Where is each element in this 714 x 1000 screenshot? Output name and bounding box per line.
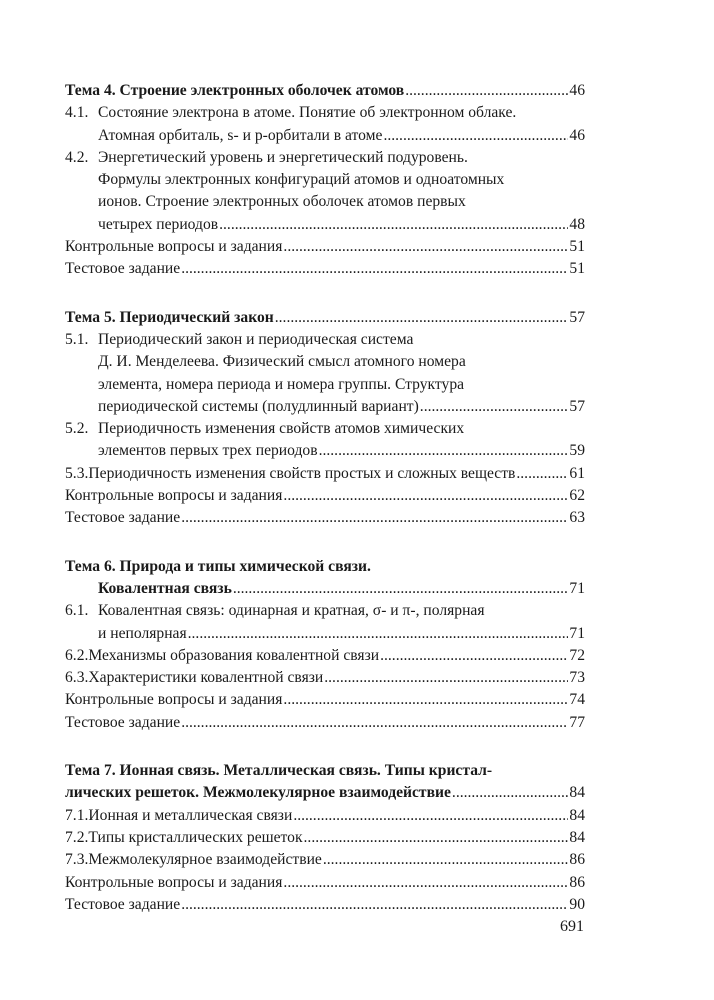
- page-ref: 62: [569, 487, 585, 505]
- dot-leader: [516, 463, 568, 485]
- page-ref: 61: [569, 464, 585, 482]
- dot-leader: [405, 80, 568, 102]
- entry-number: 6.1.: [65, 602, 89, 620]
- page-ref: 72: [569, 646, 585, 664]
- dot-leader: [283, 689, 568, 711]
- entry-text-line: Межмолекулярное взаимодействие: [88, 851, 322, 869]
- toc-entry-test[interactable]: [65, 894, 585, 916]
- entry-text-line: Периодический закон и периодическая система: [98, 330, 414, 348]
- entry-number: 4.1.: [65, 104, 89, 122]
- toc-entry-questions[interactable]: [65, 236, 585, 258]
- page-ref: 77: [569, 713, 585, 731]
- dot-leader: [181, 712, 568, 734]
- dot-leader: [219, 214, 568, 236]
- entry-text-line: Периодичность изменения свойств атомов химических: [98, 420, 465, 438]
- toc-entry-questions[interactable]: [65, 485, 585, 507]
- page-ref: 51: [569, 238, 585, 256]
- toc-topic-heading[interactable]: [65, 80, 585, 102]
- entry-text-line: Периодичность изменения свойств простых и сложных веществ: [88, 464, 516, 482]
- entry-number: 5.1.: [65, 330, 89, 348]
- toc-entry-5-1[interactable]: [65, 329, 585, 418]
- toc-entry-test[interactable]: [65, 258, 585, 280]
- entry-text-line: Типы кристаллических решеток: [88, 828, 303, 846]
- dot-leader: [383, 125, 568, 147]
- toc-section-topic-7: [65, 760, 585, 916]
- entry-number: 5.3.: [65, 464, 89, 482]
- page-ref: 84: [569, 806, 585, 824]
- entry-text-line: Контрольные вопросы и задания: [65, 691, 283, 709]
- entry-text-line: Контрольные вопросы и задания: [65, 873, 283, 891]
- toc-entry-7-1[interactable]: [65, 805, 585, 827]
- toc-entry-test[interactable]: [65, 712, 585, 734]
- toc-topic-heading[interactable]: [65, 760, 585, 805]
- toc-entry-test[interactable]: [65, 507, 585, 529]
- page-ref: 90: [569, 895, 585, 913]
- entry-text-line: и неполярная: [98, 624, 187, 642]
- dot-leader: [304, 827, 569, 849]
- dot-leader: [188, 623, 569, 645]
- page-ref: 74: [569, 691, 585, 709]
- toc-entry-7-2[interactable]: [65, 827, 585, 849]
- entry-number: 6.2.: [65, 646, 89, 664]
- entry-number: 7.1.: [65, 806, 89, 824]
- toc-entry-6-3[interactable]: [65, 667, 585, 689]
- entry-number: 4.2.: [65, 148, 89, 166]
- toc-entry-5-3[interactable]: [65, 463, 585, 485]
- toc-entry-6-1[interactable]: [65, 600, 585, 645]
- entry-text-line: Энергетический уровень и энергетический подуровень.: [98, 148, 468, 166]
- toc-topic-heading[interactable]: [65, 556, 585, 601]
- table-of-contents: [65, 80, 585, 916]
- page-ref: 63: [569, 509, 585, 527]
- dot-leader: [319, 440, 569, 462]
- page-ref: 57: [569, 308, 585, 326]
- entry-number: 5.2.: [65, 420, 89, 438]
- dot-leader: [323, 849, 569, 871]
- dot-leader: [181, 507, 568, 529]
- topic-title: лических решеток. Межмолекулярное взаимодействие: [65, 784, 451, 802]
- toc-entry-6-2[interactable]: [65, 645, 585, 667]
- page-ref: 86: [569, 873, 585, 891]
- entry-number: 7.2.: [65, 828, 89, 846]
- entry-text-line: ионов. Строение электронных оболочек атомов первых: [98, 193, 466, 211]
- page-ref: 59: [569, 442, 585, 460]
- dot-leader: [283, 872, 568, 894]
- topic-title: Тема 7. Ионная связь. Металлическая связь. Типы кристал-: [65, 762, 493, 780]
- entry-text-line: Контрольные вопросы и задания: [65, 487, 283, 505]
- entry-text-line: Ковалентная связь: одинарная и кратная, σ- и π-, полярная: [98, 602, 485, 620]
- dot-leader: [233, 578, 569, 600]
- toc-section-topic-4: [65, 80, 585, 281]
- page-ref: 84: [569, 784, 585, 802]
- dot-leader: [181, 894, 568, 916]
- entry-text-line: Механизмы образования ковалентной связи: [88, 646, 380, 664]
- entry-text-line: Состояние электрона в атоме. Понятие об электронном облаке.: [98, 104, 517, 122]
- entry-text-line: Тестовое задание: [65, 895, 181, 913]
- topic-title: Ковалентная связь: [98, 579, 232, 597]
- dot-leader: [452, 782, 568, 804]
- entry-text-line: четырех периодов: [98, 215, 219, 233]
- dot-leader: [283, 485, 568, 507]
- dot-leader: [275, 307, 569, 329]
- dot-leader: [324, 667, 568, 689]
- entry-text-line: Тестовое задание: [65, 509, 181, 527]
- toc-section-topic-5: [65, 307, 585, 530]
- entry-text-line: Тестовое задание: [65, 260, 181, 278]
- page-ref: 57: [569, 397, 585, 415]
- page-ref: 71: [569, 579, 585, 597]
- toc-entry-5-2[interactable]: [65, 418, 585, 463]
- entry-text-line: элементов первых трех периодов: [98, 442, 318, 460]
- page-ref: 48: [569, 215, 585, 233]
- dot-leader: [380, 645, 568, 667]
- topic-title: Тема 5. Периодический закон: [65, 308, 274, 326]
- toc-topic-heading[interactable]: [65, 307, 585, 329]
- entry-text-line: Характеристики ковалентной связи: [88, 669, 324, 687]
- page-ref: 71: [569, 624, 585, 642]
- toc-entry-questions[interactable]: [65, 872, 585, 894]
- dot-leader: [181, 258, 568, 280]
- page-ref: 84: [569, 828, 585, 846]
- topic-title: Тема 6. Природа и типы химической связи.: [65, 557, 371, 575]
- page-ref: 46: [569, 126, 585, 144]
- toc-entry-4-2[interactable]: [65, 147, 585, 236]
- entry-text-line: Формулы электронных конфигураций атомов и одноатомных: [98, 171, 505, 189]
- entry-number: 7.3.: [65, 851, 89, 869]
- toc-section-topic-6: [65, 556, 585, 734]
- entry-number: 6.3.: [65, 669, 89, 687]
- page-ref: 51: [569, 260, 585, 278]
- dot-leader: [420, 396, 569, 418]
- entry-text-line: Контрольные вопросы и задания: [65, 238, 283, 256]
- page-ref: 73: [569, 669, 585, 687]
- toc-entry-7-3[interactable]: [65, 849, 585, 871]
- entry-text-line: элемента, номера периода и номера группы. Структура: [98, 375, 465, 393]
- page-ref: 86: [569, 851, 585, 869]
- entry-text-line: Тестовое задание: [65, 713, 181, 731]
- page-number: 691: [560, 918, 584, 935]
- toc-entry-questions[interactable]: [65, 689, 585, 711]
- entry-text-line: Атомная орбиталь, s- и p-орбитали в атоме: [98, 126, 383, 144]
- page-ref: 46: [569, 82, 585, 99]
- topic-title: Тема 4. Строение электронных оболочек атомов: [65, 82, 405, 99]
- entry-text-line: Д. И. Менделеева. Физический смысл атомного номера: [98, 353, 466, 371]
- entry-text-line: периодической системы (полудлинный вариант): [98, 397, 419, 415]
- dot-leader: [283, 236, 568, 258]
- toc-entry-4-1[interactable]: [65, 102, 585, 147]
- dot-leader: [293, 805, 568, 827]
- entry-text-line: Ионная и металлическая связи: [88, 806, 293, 824]
